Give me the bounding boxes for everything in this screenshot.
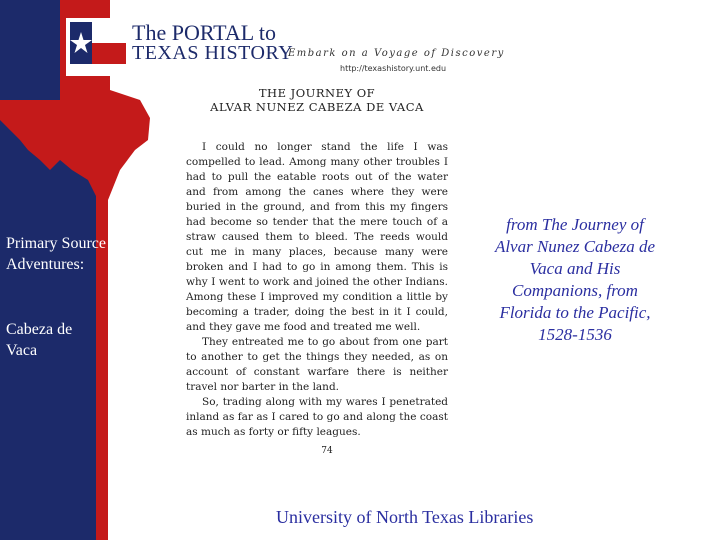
source-caption: from The Journey of Alvar Nunez Cabeza de Vaca and His Companions, from Florida to the Pacific, 1528-1536: [494, 215, 656, 344]
scan-paragraph: They entreated me to go about from one part to another to get the things they needed, as on account of constant warfare there is neither travel nor barter in the land.: [186, 336, 448, 393]
scan-title-line2: ALVAR NUNEZ CABEZA DE VACA: [210, 100, 424, 114]
logo-title-line1: The PORTAL to: [132, 20, 276, 45]
scan-paragraph: I could no longer stand the life I was compelled to lead. Among many other troubles I had to pull the eatable roots out of the water and from among the canes where they were buried in the ground, and from this my fingers had become so tender that the mere touch of a straw caused them to bleed. The reeds would cut me in many places, because many were broken and I had to go in among them. This is why I went to work and joined the other Indians. Among these I improved my condition a little by becoming a trader, doing the best in it I could, and they gave me food and treated me well.: [186, 141, 448, 333]
sidebar-heading: Primary Source Adventures:: [6, 235, 106, 273]
texas-flag-icon: [70, 22, 126, 64]
logo-subtitle: Embark on a Voyage of Discovery: [288, 48, 505, 59]
scanned-page: [186, 86, 448, 504]
footer-credit: University of North Texas Libraries: [276, 507, 534, 527]
sidebar-topic: Cabeza de Vaca: [6, 321, 73, 359]
logo-title-line2: TEXAS HISTORY: [132, 42, 294, 64]
scan-page-number: 74: [321, 446, 333, 456]
scan-paragraph: So, trading along with my wares I penetrated inland as far as I cared to go and along the coast as much as forty or fifty leagues.: [186, 396, 448, 438]
logo-url: http://texashistory.unt.edu: [340, 64, 447, 73]
scan-title-line1: THE JOURNEY OF: [258, 86, 376, 100]
